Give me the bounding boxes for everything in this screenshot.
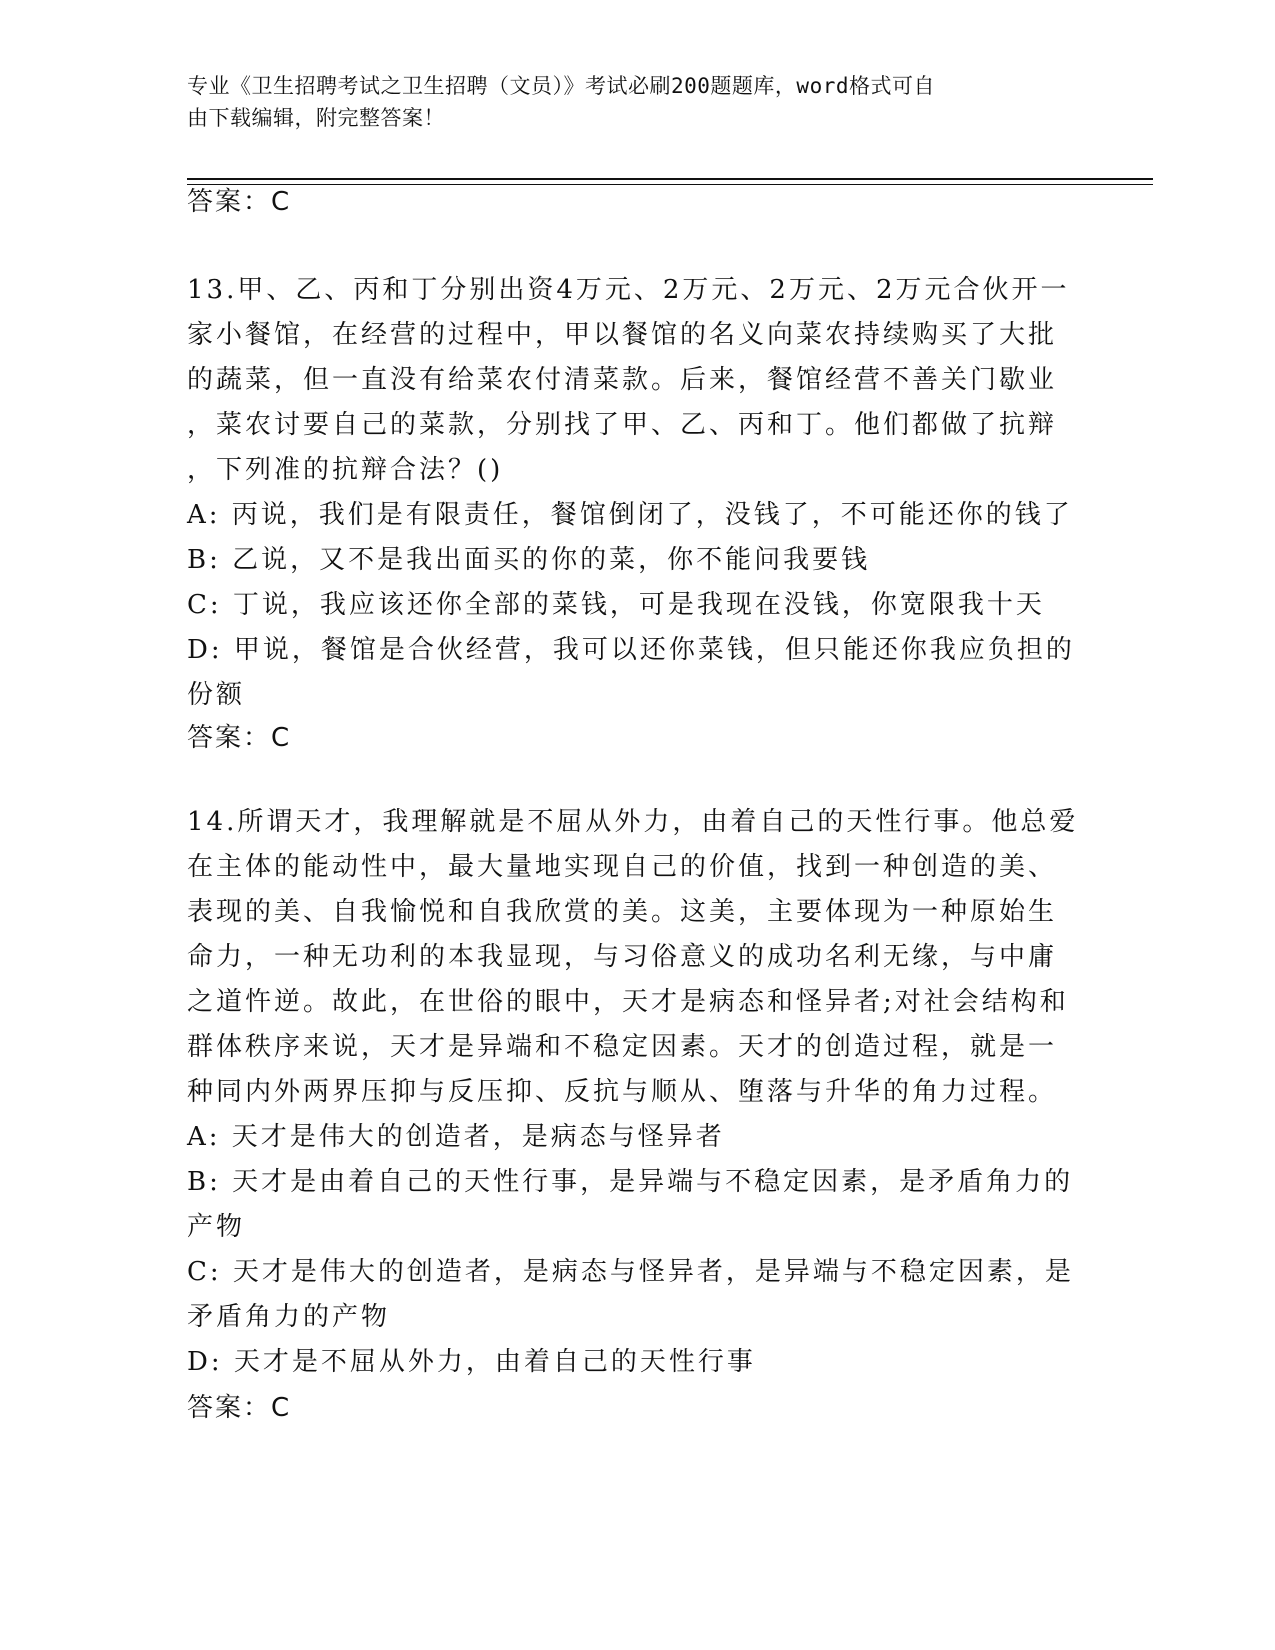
answer-13: 答案：C [187, 723, 292, 753]
question-14-line: 在主体的能动性中，最大量地实现自己的价值，找到一种创造的美、 [187, 852, 1058, 882]
question-14-line: 种同内外两界压抑与反压抑、反抗与顺从、堕落与升华的角力过程。 [187, 1077, 1058, 1107]
document-header [187, 70, 1067, 134]
question-14-line: 群体秩序来说，天才是异端和不稳定因素。天才的创造过程，就是一 [187, 1032, 1058, 1062]
question-14-option-c-cont: 矛盾角力的产物 [187, 1302, 391, 1332]
question-13-option-d: D: 甲说，餐馆是合伙经营，我可以还你菜钱，但只能还你我应负担的 [187, 635, 1075, 665]
header-line-1: 专业《卫生招聘考试之卫生招聘（文员）》考试必刷200题题库，word格式可自 [187, 74, 935, 98]
answer-previous: 答案：C [187, 187, 292, 217]
question-14-line: 14.所谓天才，我理解就是不屈从外力，由着自己的天性行事。他总爱 [187, 807, 1079, 837]
question-13-line: 13.甲、乙、丙和丁分别出资4万元、2万元、2万元、2万元合伙开一 [187, 275, 1070, 305]
question-14-option-b-cont: 产物 [187, 1212, 246, 1242]
question-13-line: ，菜农讨要自己的菜款，分别找了甲、乙、丙和丁。他们都做了抗辩 [187, 410, 1058, 440]
question-14-line: 表现的美、自我愉悦和自我欣赏的美。这美，主要体现为一种原始生 [187, 897, 1058, 927]
header-divider-thick [187, 178, 1153, 180]
answer-14: 答案：C [187, 1393, 292, 1423]
header-divider-thin [187, 184, 1153, 185]
question-14 [187, 800, 1087, 1385]
question-14-option-c: C: 天才是伟大的创造者，是病态与怪异者，是异端与不稳定因素，是 [187, 1257, 1074, 1287]
question-13 [187, 268, 1087, 718]
question-14-option-b: B: 天才是由着自己的天性行事，是异端与不稳定因素，是矛盾角力的 [187, 1167, 1074, 1197]
question-13-line: 家小餐馆，在经营的过程中，甲以餐馆的名义向菜农持续购买了大批 [187, 320, 1058, 350]
question-13-option-d-cont: 份额 [187, 680, 246, 710]
question-13-line: ，下列准的抗辩合法？() [187, 455, 504, 485]
question-13-option-a: A: 丙说，我们是有限责任，餐馆倒闭了，没钱了，不可能还你的钱了 [187, 500, 1073, 530]
question-14-line: 命力，一种无功利的本我显现，与习俗意义的成功名利无缘，与中庸 [187, 942, 1058, 972]
question-13-option-b: B: 乙说，又不是我出面买的你的菜，你不能问我要钱 [187, 545, 871, 575]
question-14-option-d: D: 天才是不屈从外力，由着自己的天性行事 [187, 1347, 756, 1377]
header-line-2: 由下载编辑，附完整答案！ [187, 106, 445, 130]
question-13-option-c: C: 丁说，我应该还你全部的菜钱，可是我现在没钱，你宽限我十天 [187, 590, 1045, 620]
question-14-line: 之道忤逆。故此，在世俗的眼中，天才是病态和怪异者;对社会结构和 [187, 987, 1069, 1017]
question-14-option-a: A: 天才是伟大的创造者，是病态与怪异者 [187, 1122, 725, 1152]
question-13-line: 的蔬菜，但一直没有给菜农付清菜款。后来，餐馆经营不善关门歇业 [187, 365, 1058, 395]
